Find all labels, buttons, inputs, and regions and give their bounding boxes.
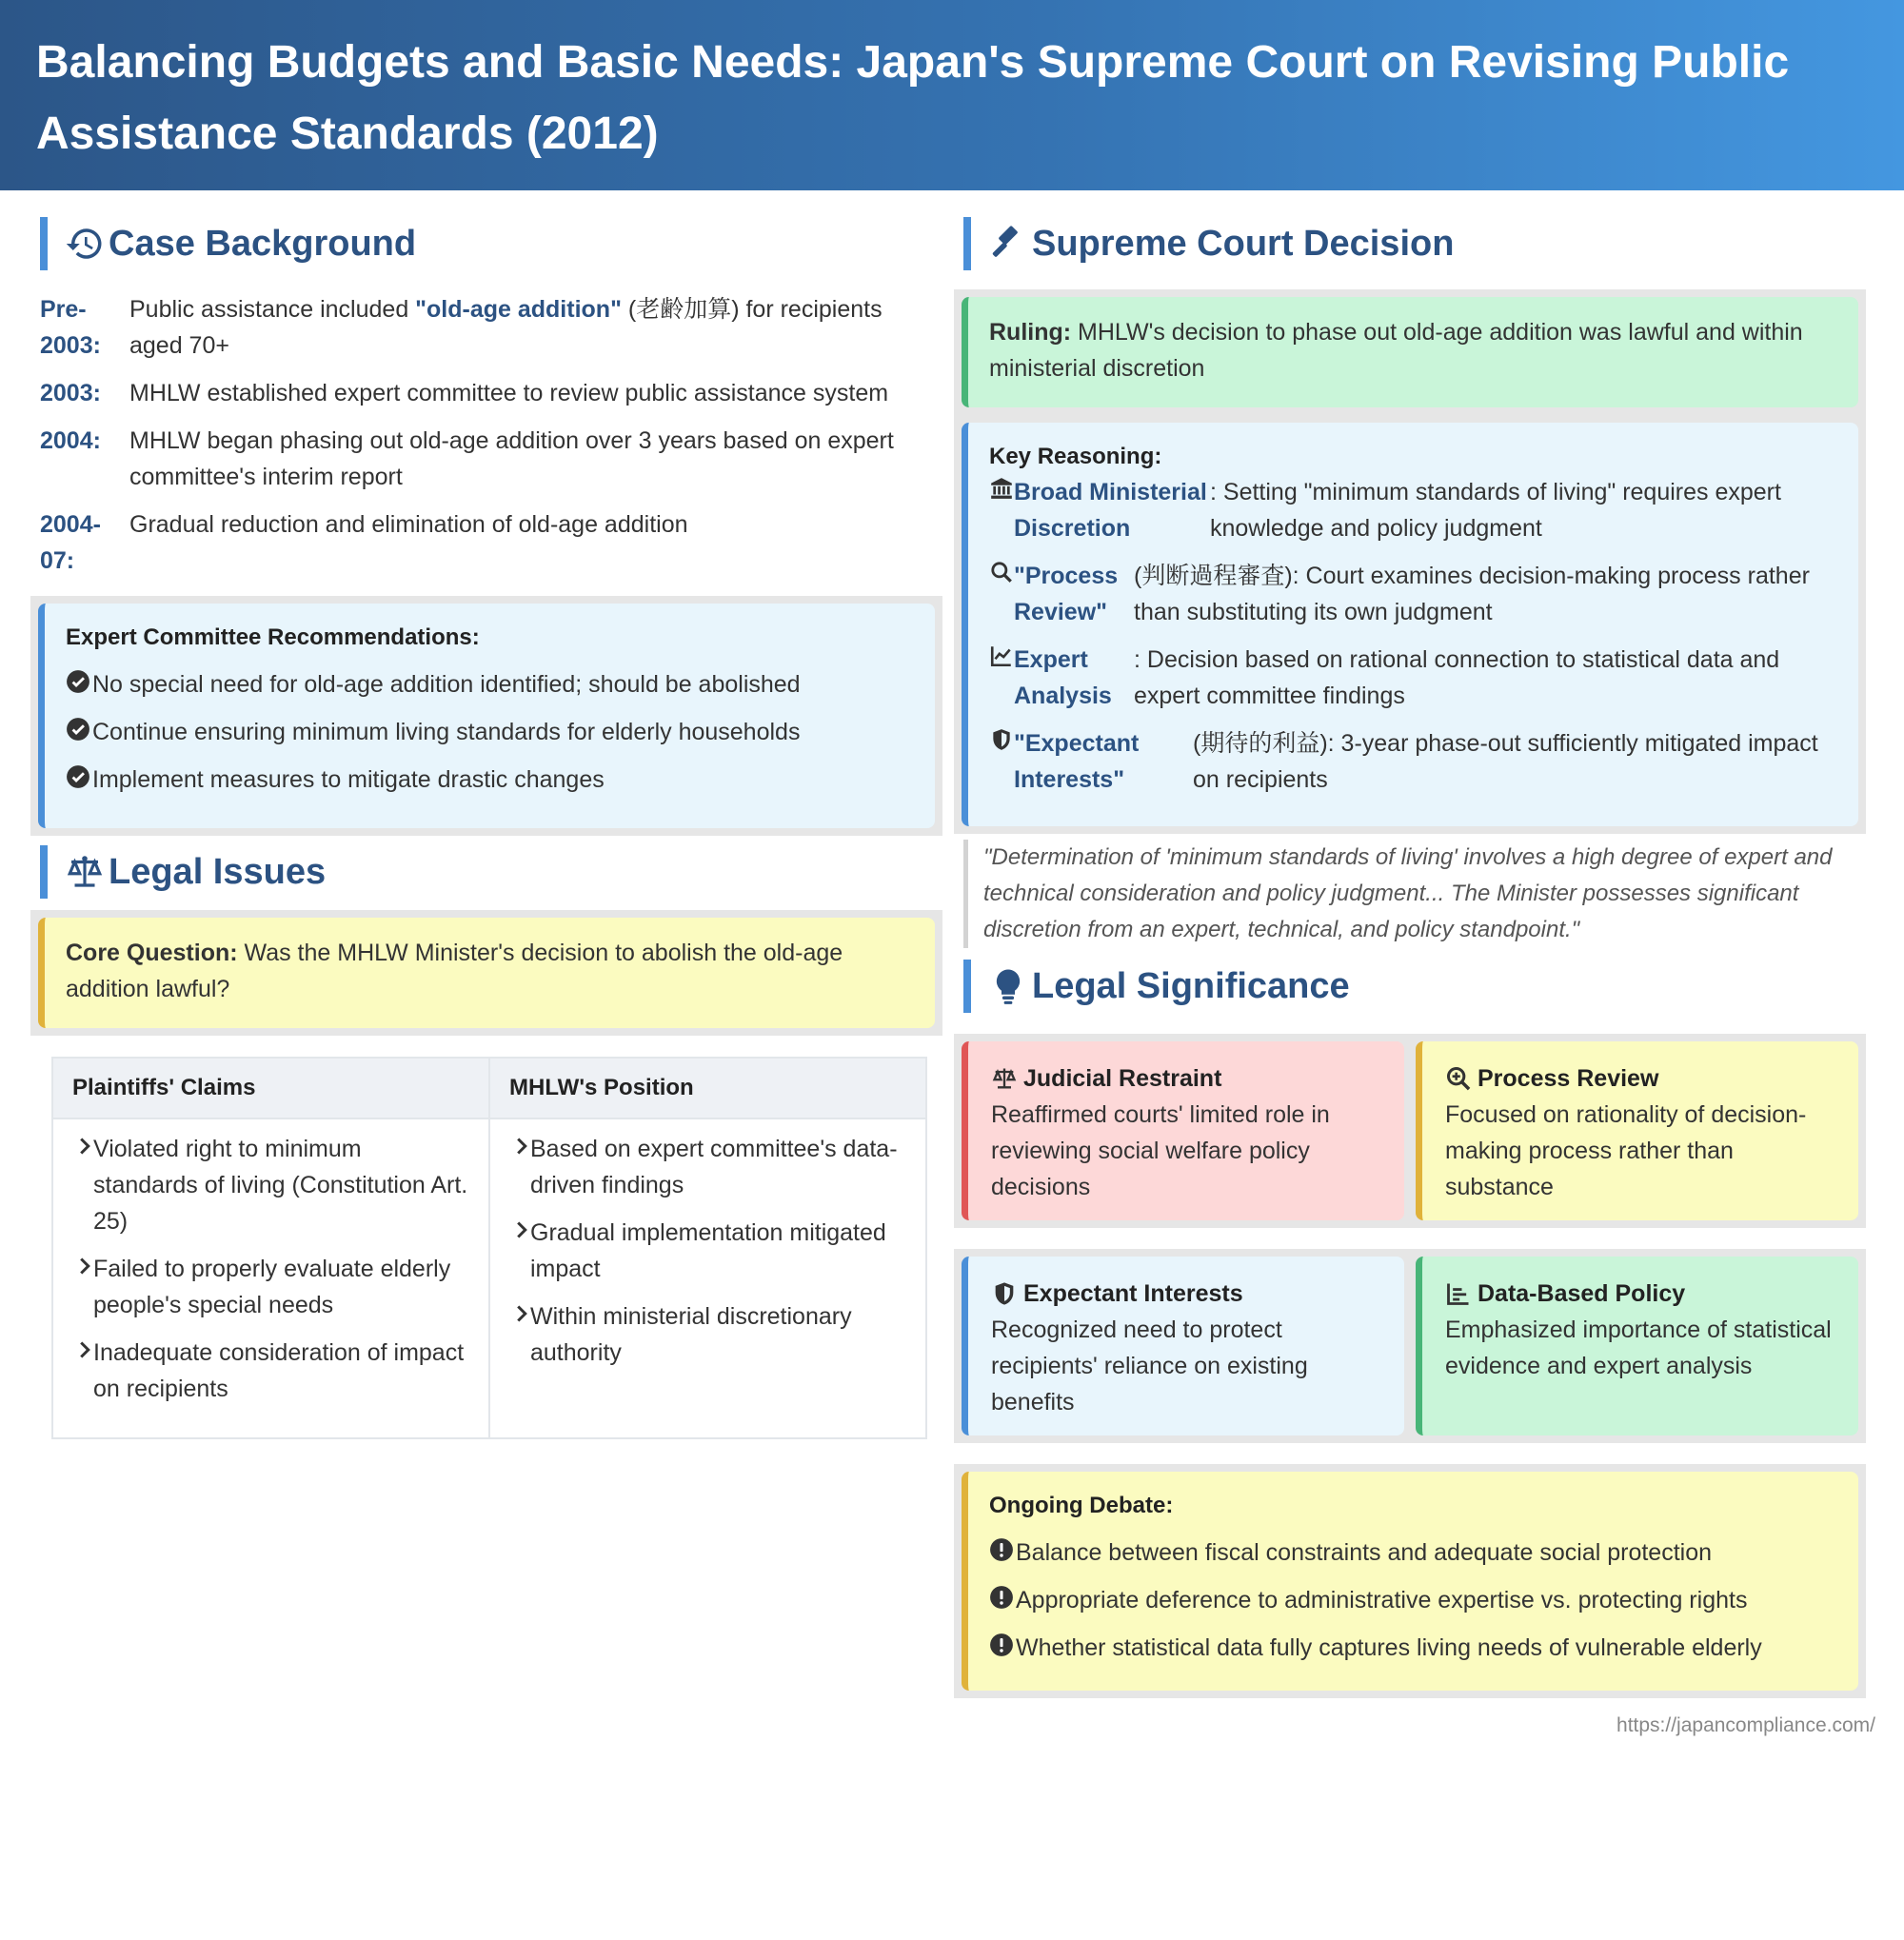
card-text: Reaffirmed courts' limited role in reviewing social welfare policy decisions bbox=[991, 1101, 1330, 1200]
page-header bbox=[0, 0, 1904, 190]
table-header-row bbox=[52, 1058, 926, 1118]
list-item-text: Continue ensuring minimum living standards for elderly households bbox=[92, 719, 801, 745]
claim-text: Inadequate consideration of impact on recipients bbox=[93, 1339, 465, 1402]
timeline-text: MHLW began phasing out old-age addition over 3 years based on expert committee's interim report bbox=[129, 427, 894, 490]
list-item bbox=[66, 666, 910, 703]
reasoning-box bbox=[954, 415, 1866, 834]
reason-item bbox=[989, 642, 1839, 714]
section-title-text: Supreme Court Decision bbox=[1032, 223, 1455, 264]
chevron-right-icon bbox=[78, 1257, 91, 1276]
reason-item bbox=[989, 558, 1839, 630]
section-title-legal-issues bbox=[40, 845, 942, 899]
right-column bbox=[963, 190, 1863, 1698]
significance-card-title bbox=[1445, 1060, 1835, 1097]
exclamation-circle-icon bbox=[989, 1537, 1014, 1562]
timeline-year: Pre-2003: bbox=[40, 296, 101, 359]
card-text: Emphasized importance of statistical evidence and expert analysis bbox=[1445, 1316, 1832, 1379]
recommendations-title: Expert Committee Recommendations: bbox=[66, 624, 480, 650]
card-title-text: Judicial Restraint bbox=[1023, 1065, 1222, 1092]
debate-panel bbox=[962, 1472, 1858, 1691]
claims-table bbox=[51, 1057, 927, 1439]
ruling-box bbox=[954, 289, 1866, 415]
list-item bbox=[78, 1251, 469, 1323]
section-title-text: Legal Issues bbox=[109, 851, 327, 892]
reasoning-title: Key Reasoning: bbox=[989, 444, 1162, 469]
reason-item bbox=[989, 725, 1839, 798]
significance-card-title bbox=[991, 1060, 1381, 1097]
timeline bbox=[40, 291, 942, 579]
timeline-text-pre: Public assistance included bbox=[129, 296, 416, 323]
section-title-significance bbox=[963, 960, 1863, 1013]
shield-icon bbox=[989, 727, 1014, 752]
list-item bbox=[515, 1215, 906, 1287]
page-title: Balancing Budgets and Basic Needs: Japan's Supreme Court on Revising Public Assistance Standards (2012) bbox=[36, 37, 1790, 159]
section-title-background bbox=[40, 217, 942, 270]
claim-text: Gradual implementation mitigated impact bbox=[530, 1219, 886, 1282]
recommendations-box bbox=[30, 596, 942, 836]
list-item-text: Implement measures to mitigate drastic changes bbox=[92, 766, 605, 793]
timeline-text: Gradual reduction and elimination of old-age addition bbox=[129, 511, 688, 538]
core-question-text: Was the MHLW Minister's decision to abolish the old-age addition lawful? bbox=[66, 940, 843, 1002]
list-item bbox=[989, 1630, 1834, 1666]
timeline-highlight: "old-age addition" bbox=[415, 296, 622, 323]
timeline-year: 2004: bbox=[40, 427, 101, 454]
timeline-row bbox=[40, 375, 942, 411]
chevron-right-icon bbox=[515, 1220, 528, 1239]
column-header-mhlw: MHLW's Position bbox=[489, 1058, 926, 1118]
list-item-text: Appropriate deference to administrative expertise vs. protecting rights bbox=[1016, 1587, 1748, 1613]
timeline-row bbox=[40, 423, 942, 495]
timeline-year: 2003: bbox=[40, 380, 101, 406]
bank-icon bbox=[989, 476, 1014, 501]
card-title-text: Expectant Interests bbox=[1023, 1280, 1243, 1307]
list-item-text: No special need for old-age addition identified; should be abolished bbox=[92, 671, 801, 698]
recommendations-panel bbox=[38, 604, 935, 828]
significance-row-2 bbox=[954, 1249, 1866, 1443]
chevron-right-icon bbox=[78, 1137, 91, 1156]
section-title-text: Case Background bbox=[109, 223, 417, 264]
core-question-panel bbox=[38, 918, 935, 1028]
list-item bbox=[66, 714, 910, 750]
reason-text: : Setting "minimum standards of living" requires expert knowledge and policy judgment bbox=[1210, 479, 1781, 542]
ruling-label: Ruling: bbox=[989, 319, 1072, 346]
list-item-text: Whether statistical data fully captures living needs of vulnerable elderly bbox=[1016, 1634, 1762, 1661]
debate-title: Ongoing Debate: bbox=[989, 1493, 1174, 1518]
lightbulb-icon bbox=[988, 966, 1028, 1006]
exclamation-circle-icon bbox=[989, 1633, 1014, 1657]
chevron-right-icon bbox=[515, 1137, 528, 1156]
card-text: Focused on rationality of decision-making process rather than substance bbox=[1445, 1101, 1807, 1200]
reasoning-panel bbox=[962, 423, 1858, 826]
decision-quote: "Determination of 'minimum standards of living' involves a high degree of expert and technical consideration and policy judgment... The Minister possesses significant discretion from an expert, technical, and policy standpoint." bbox=[963, 840, 1863, 948]
list-item bbox=[515, 1131, 906, 1203]
reason-text: (判断過程審査): Court examines decision-making process rather than substituting its own judgment bbox=[1134, 563, 1810, 625]
left-column bbox=[40, 190, 942, 1439]
timeline-row bbox=[40, 291, 942, 364]
scale-icon bbox=[65, 852, 105, 892]
core-question bbox=[66, 935, 910, 1007]
claim-text: Within ministerial discretionary authority bbox=[530, 1303, 852, 1366]
card-title-text: Data-Based Policy bbox=[1478, 1280, 1686, 1307]
timeline-row bbox=[40, 506, 942, 579]
list-item bbox=[989, 1582, 1834, 1618]
chart-bar-icon bbox=[1445, 1280, 1472, 1307]
plaintiffs-cell bbox=[52, 1118, 489, 1438]
card-title-text: Process Review bbox=[1478, 1065, 1659, 1092]
card-text: Recognized need to protect recipients' reliance on existing benefits bbox=[991, 1316, 1308, 1415]
significance-card bbox=[962, 1041, 1404, 1220]
table-row bbox=[52, 1118, 926, 1438]
search-icon bbox=[989, 560, 1014, 584]
list-item-text: Balance between fiscal constraints and adequate social protection bbox=[1016, 1539, 1713, 1566]
list-item bbox=[66, 762, 910, 798]
reason-text: (期待的利益): 3-year phase-out sufficiently mitigated impact on recipients bbox=[1193, 730, 1818, 793]
list-item bbox=[515, 1298, 906, 1371]
exclamation-circle-icon bbox=[989, 1585, 1014, 1610]
ruling-panel bbox=[962, 297, 1858, 407]
significance-card bbox=[1416, 1041, 1858, 1220]
ruling bbox=[989, 314, 1834, 386]
claim-text: Failed to properly evaluate elderly people's special needs bbox=[93, 1256, 451, 1318]
timeline-year: 2004-07: bbox=[40, 511, 101, 574]
reason-text: : Decision based on rational connection to statistical data and expert committee findings bbox=[1134, 646, 1780, 709]
chart-line-icon bbox=[989, 643, 1014, 668]
reason-label: Expert Analysis bbox=[1014, 646, 1112, 709]
list-item bbox=[989, 1534, 1834, 1571]
core-question-box bbox=[30, 910, 942, 1036]
reason-label: Broad Ministerial Discretion bbox=[1014, 479, 1207, 542]
reason-item bbox=[989, 474, 1839, 546]
mhlw-cell bbox=[489, 1118, 926, 1438]
scale-icon bbox=[991, 1065, 1018, 1092]
history-icon bbox=[65, 224, 105, 264]
reason-label: "Process Review" bbox=[1014, 563, 1119, 625]
footer-url-link[interactable]: https://japancompliance.com/ bbox=[1616, 1714, 1875, 1736]
timeline-text bbox=[129, 291, 942, 364]
reason-label: "Expectant Interests" bbox=[1014, 730, 1140, 793]
claim-text: Based on expert committee's data-driven findings bbox=[530, 1136, 898, 1198]
chevron-right-icon bbox=[78, 1340, 91, 1359]
ruling-text: MHLW's decision to phase out old-age addition was lawful and within ministerial discretion bbox=[989, 319, 1803, 382]
check-circle-icon bbox=[66, 717, 90, 742]
section-title-decision bbox=[963, 217, 1863, 270]
section-title-text: Legal Significance bbox=[1032, 965, 1350, 1006]
debate-box bbox=[954, 1464, 1866, 1698]
significance-card bbox=[1416, 1257, 1858, 1435]
column-header-plaintiffs: Plaintiffs' Claims bbox=[52, 1058, 489, 1118]
claim-text: Violated right to minimum standards of living (Constitution Art. 25) bbox=[93, 1136, 468, 1235]
search-plus-icon bbox=[1445, 1065, 1472, 1092]
shield-icon bbox=[991, 1280, 1018, 1307]
list-item bbox=[78, 1131, 469, 1239]
significance-card-title bbox=[991, 1276, 1381, 1312]
chevron-right-icon bbox=[515, 1304, 528, 1323]
significance-card bbox=[962, 1257, 1404, 1435]
timeline-text: MHLW established expert committee to review public assistance system bbox=[129, 380, 889, 406]
check-circle-icon bbox=[66, 764, 90, 789]
check-circle-icon bbox=[66, 669, 90, 694]
core-question-label: Core Question: bbox=[66, 940, 238, 966]
gavel-icon bbox=[988, 224, 1028, 264]
significance-card-title bbox=[1445, 1276, 1835, 1312]
list-item bbox=[78, 1335, 469, 1407]
significance-row-1 bbox=[954, 1034, 1866, 1228]
timeline-text-post: (老齢加算) for recipients aged 70+ bbox=[129, 296, 883, 359]
